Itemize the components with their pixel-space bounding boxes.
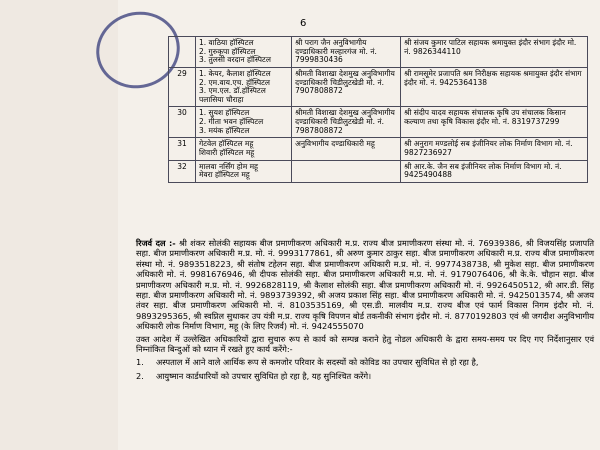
serial-number-cell: 30 <box>169 107 196 138</box>
officer-cell: अनुविभागीय दण्डाधिकारी महू <box>292 138 401 160</box>
officer-cell: श्रीमती विशाखा देशमुख अनुविभागीय दण्डाधिकारी चिडीलुटखेडी मो. नं. 7987808872 <box>292 107 401 138</box>
nodal-officer-cell: श्री संदीप यादव सहायक संचालक कृषि उप संचालक किसान कल्याण तथा कृषि विकास इंदौर मो. नं. 8319737299 <box>401 107 588 138</box>
serial-number-cell: 32 <box>169 160 196 182</box>
hospital-name: शिवारी हॉस्पिटल महू <box>198 147 255 157</box>
page-number: 6 <box>300 18 307 29</box>
hospitals-cell <box>195 138 291 160</box>
reserve-section <box>136 238 594 381</box>
serial-number-cell: 29 <box>169 67 196 107</box>
hospital-name: 1. सुयश हॉस्पिटल <box>198 108 250 118</box>
hospital-name: मेवरा हॉस्पिटल महू <box>198 170 250 180</box>
officer-cell: श्री पराग जैन अनुविभागीय दण्डाधिकारी मल्हारगंज मो. नं. 7999830436 <box>292 37 401 68</box>
nodal-officer-cell: श्री रामसूमेर प्रजापति श्रम निरीक्षक सहायक श्रमायुक्त इंदौर संभाग इंदौर मो. नं. 9425364138 <box>401 67 588 107</box>
hospitals-cell <box>195 37 291 68</box>
hospital-name: 2. गीता भवन हॉस्पिटल <box>198 117 264 126</box>
hospital-assignment-table <box>168 36 588 183</box>
hospital-name: 2. गुरुकृपा हॉस्पिटल <box>198 46 256 56</box>
list-item: 1. अस्पताल में आने वाले आर्थिक रूप से कमजोर परिवार के सदस्यों को कोविड का उपचार सुविधित से हो रहा है, <box>136 357 479 368</box>
table-row <box>169 160 588 182</box>
hospital-name: 1. केयर, कैलाश हॉस्पिटल <box>198 68 271 78</box>
reserve-paragraph-2: उक्त आदेश में उल्लेखित अधिकारियों द्वारा सुचारु रूप से कार्य को सम्पन्न कराने हेतु नोडल अधिकारी के द्वारा समय-समय पर दिए गए निर्देशानुसार एवं निम्नांकित बिन्दुओं को ध्यान में रखते हुए कार्य करेंगे:- <box>136 333 594 355</box>
hospitals-cell <box>195 107 291 138</box>
nodal-officer-cell: श्री अनुराग मण्डलोई सब इंजीनियर लोक निर्माण विभाग मो. नं. 9827236927 <box>401 138 588 160</box>
serial-number-cell <box>169 37 196 68</box>
serial-number-cell: 31 <box>169 138 196 160</box>
reserve-heading: रिजर्व दल :- <box>136 238 176 248</box>
nodal-officer-cell: श्री आर.के. जैन सब इंजीनियर लोक निर्माण विभाग मो. नं. 9425490488 <box>401 160 588 182</box>
hospital-name: 3. तुलसी वरदान हॉस्पिटल <box>198 55 271 65</box>
hospitals-cell <box>195 160 291 182</box>
table-row <box>169 37 588 68</box>
hospital-name: 2. एम.वाय.एच. हॉस्पिटल <box>198 77 270 87</box>
table-row <box>169 138 588 160</box>
hospital-name: मालवा नर्सिंग होम महू <box>198 161 259 171</box>
hospitals-cell <box>195 67 291 107</box>
list-item: 2. आयुष्मान कार्डधारियों को उपचार सुविधित हो रहा है, यह सुनिश्चित करेंगे। <box>136 370 372 381</box>
hospital-name: 1. वाठिया हॉस्पिटल <box>198 38 254 47</box>
nodal-officer-cell: श्री संजय कुमार पाटिल सहायक श्रमायुक्त इंदौर संभाग इंदौर मो. नं. 9826344110 <box>401 37 588 68</box>
table-row <box>169 67 588 107</box>
officer-cell: श्रीमती विशाखा देशमुख अनुविभागीय दण्डाधिकारी चिडीलुटखेडी मो. नं. 7907808872 <box>292 67 401 107</box>
hospital-name: 3. एम.एल. डॉ.हॉस्पिटल पलासिया चौराहा <box>198 86 266 104</box>
table-row <box>169 107 588 138</box>
hospital-name: 3. मयंक हॉस्पिटल <box>198 125 250 135</box>
officer-cell <box>292 160 401 182</box>
hospital-name: गेटवेल हॉस्पिटल महू <box>198 139 254 149</box>
reserve-paragraph-1: श्री शंकर सोलंकी सहायक बीज प्रमाणीकरण अधिकारी म.प्र. राज्य बीज प्रमाणीकरण संस्था मो. नं. 76939386, श्री विजयसिंह प्रजापति सहा. बीज प्रमाणीकरण अधिकारी म.प्र. मो. नं. 9993177861, श्री अरुण कुमार ठाकुर सहा. बीज प्रमाणीकरण अधिकारी म.प्र. राज्य बीज प्रमाणीकरण संस्था मो. नं. 9893518223, श्री संतोष टहेलन सहा. बीज प्रमाणीकरण अधिकारी म.प्र. मो. नं. 9977438738, श्री मुकेश सहा. बीज प्रमाणीकरण अधिकारी मो. नं. 9981676946, श्री दीपक सोलंकी सहा. बीज प्रमाणीकरण अधिकारी म.प्र. मो. नं. 9179076406, श्री के.के. चौहान सहा. बीज प्रमाणीकरण अधिकारी म.प्र. मो. नं. 9926828119, श्री कैलाश सोलंकी सहा. बीज प्रमाणीकरण अधिकारी मो. नं. 9926450512, श्री आर.डी. सिंह सहा. बीज प्रमाणीकरण अधिकारी मो. नं. 9893739392, श्री अजय प्रकाश सिंह सहा. बीज प्रमाणीकरण अधिकारी मो. नं. 9425013574, श्री अजय तंवर सहा. बीज प्रमाणीकरण अधिकारी मो. नं. 8103535169, श्री एस.डी. मालवीय म.प्र. राज्य बीज एवं फार्म विकास निगम इंदौर मो. नं. 9893295365, श्री स्वप्निल सुधाकर उप यंत्री म.प्र. राज्य कृषि विपणन बोर्ड तकनीकी संभाग इंदौर मो. नं. 8770192803 एवं श्री जगदीश अनुविभागीय अधिकारी लोक निर्माण विभाग, महू (के लिए रिजर्व) मो. नं. 9424555070 <box>136 238 594 332</box>
